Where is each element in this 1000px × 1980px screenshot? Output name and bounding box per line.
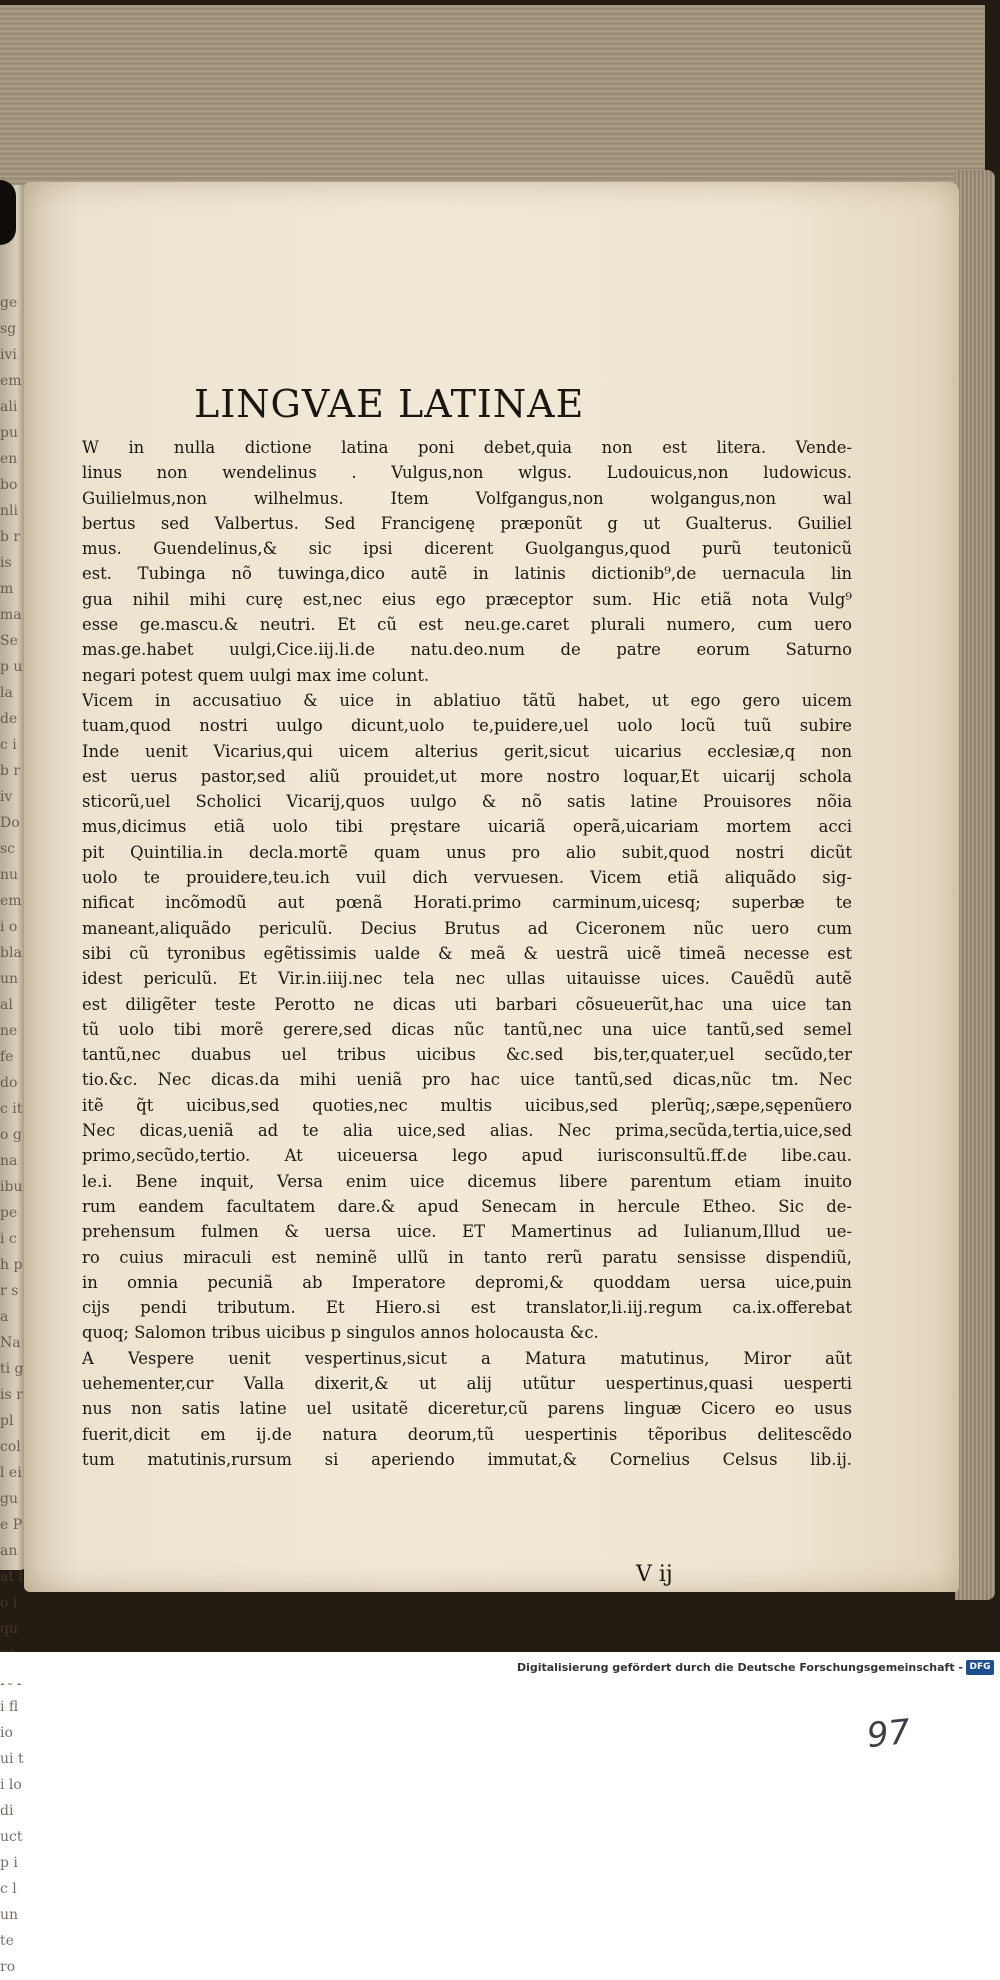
text-line: Inde uenit Vicarius,qui uicem alterius gerit,sicut uicarius ecclesiæ,q non: [82, 741, 852, 761]
text-line: Nec dicas,ueniã ad te alia uice,sed alias. Nec prima,secũda,tertia,uice,sed: [82, 1121, 852, 1141]
text-line: primo,secũdo,tertio. At uiceuersa lego apud iurisconsultũ.ff.de libe.cau.: [82, 1146, 852, 1166]
text-line: tum matutinis,rursum si aperiendo immutat,& Cornelius Celsus lib.ij.: [82, 1449, 852, 1469]
body-text: [82, 435, 852, 1472]
text-line: fuerit,dicit em ij.de natura deorum,tũ uespertinis tẽporibus delitescẽdo: [82, 1424, 852, 1444]
text-line: esse ge.mascu.& neutri. Et cũ est neu.ge.caret plurali numero, cum uero: [82, 615, 852, 635]
footer-credit: Digitalisierung gefördert durch die Deutsche Forschungsgemeinschaft -: [516, 1661, 963, 1674]
text-line: nus non satis latine uel usitatẽ diceretur,cũ parens linguæ Cicero eo usus: [82, 1399, 852, 1419]
text-line: uehementer,cur Valla dixerit,& ut alij utũtur uespertinus,quasi uesperti: [82, 1373, 852, 1393]
book-fore-edge-right: [955, 170, 995, 1600]
text-line: sibi cũ tyronibus egẽtissimis ualde & meã & uestrã uicẽ timeã necesse est: [82, 943, 852, 963]
folio-number: 97: [865, 1711, 913, 1757]
signature-mark: V ij: [636, 1562, 673, 1587]
binding-shadow: [0, 180, 16, 245]
text-line: maneant,aliquãdo periculũ. Decius Brutus ad Ciceronem nũc uero cum: [82, 918, 852, 938]
text-line: sticorũ,uel Scholici Vicarij,quos uulgo & nõ satis latine Prouisores nõia: [82, 792, 852, 812]
text-line: tantũ,nec duabus uel tribus uicibus &c.sed bis,ter,quater,uel secũdo,ter: [82, 1045, 852, 1065]
running-head: LINGVAE LATINAE: [194, 382, 585, 426]
text-line: le.i. Bene inquit, Versa enim uice dicemus libere parentum etiam inuito: [82, 1171, 852, 1191]
text-line: negari potest quem uulgi max ime colunt.: [82, 665, 430, 685]
text-line: A Vespere uenit vespertinus,sicut a Matura matutinus, Miror aũt: [82, 1348, 852, 1368]
text-line: ro cuius miraculi est neminẽ ullũ in tanto rerũ paratu sensisse dispendiũ,: [82, 1247, 852, 1267]
text-line: nificat incõmodũ aut pœnã Horati.primo carminum,uicesq; superbæ te: [82, 893, 852, 913]
text-line: W in nulla dictione latina poni debet,quia non est litera. Vende-: [82, 438, 852, 457]
text-line: mus. Guendelinus,& sic ipsi dicerent Guolgangus,quod purũ teutonicũ: [82, 539, 852, 559]
text-line: gua nihil mihi curę est,nec eius ego præceptor sum. Hic etiã nota Vulg⁹: [82, 589, 852, 609]
text-line: tũ uolo tibi morẽ gerere,sed dicas nũc tantũ,nec una uice tantũ,sed semel: [82, 1019, 852, 1039]
text-line: pit Quintilia.in decla.mortẽ quam unus pro alio subit,quod nostri dicũt: [82, 842, 852, 862]
text-line: itẽ q̃t uicibus,sed quoties,nec multis uicibus,sed plerũq;,sæpe,sępenũero: [82, 1095, 852, 1115]
dfg-logo: DFG: [966, 1660, 994, 1675]
facing-page-text-fragments: gesg ivi em ali pu en bo nlib ris mma Sep ula dec ib r iv Dosc nu emi obla un al ne fe do c ito gna ibu pe i ch pr sa Na ti g is rpl coll ei gue Pan at io iqu i fl io ui ti lo di uct p ic l un te ro: [0, 295, 24, 1975]
text-line: rum eandem facultatem dare.& apud Senecam in hercule Etheo. Sic de-: [82, 1196, 852, 1216]
footer-bar: [0, 1652, 1000, 1683]
text-line: est uerus pastor,sed aliũ prouidet,ut more nostro loquar,Et uicarij schola: [82, 766, 852, 786]
text-line: linus non wendelinus . Vulgus,non wlgus. Ludouicus,non ludowicus.: [82, 463, 852, 483]
book-fore-edge-top: [0, 5, 985, 193]
text-line: bertus sed Valbertus. Sed Francigenę præponũt g ut Gualterus. Guiliel: [82, 513, 852, 533]
text-line: mus,dicimus etiã uolo tibi pręstare uicariã operã,uicariam mortem acci: [82, 817, 852, 837]
text-line: cijs pendi tributum. Et Hiero.si est translator,li.iij.regum ca.ix.offerebat: [82, 1298, 852, 1318]
text-line: mas.ge.habet uulgi,Cice.iij.li.de natu.deo.num de patre eorum Saturno: [82, 640, 852, 660]
text-line: tuam,quod nostri uulgo dicunt,uolo te,puidere,uel uolo locũ tuũ subire: [82, 716, 852, 736]
text-line: quoq; Salomon tribus uicibus p singulos annos holocausta &c.: [82, 1323, 599, 1343]
text-line: prehensum fulmen & uersa uice. ET Mamertinus ad Iulianum,Illud ue-: [82, 1222, 852, 1242]
text-line: in omnia pecuniã ab Imperatore depromi,& quoddam uersa uice,puin: [82, 1272, 852, 1292]
text-line: est. Tubinga nõ tuwinga,dico autẽ in latinis dictionib⁹,de uernacula lin: [82, 564, 852, 584]
text-line: tio.&c. Nec dicas.da mihi ueniã pro hac uice tantũ,sed dicas,nũc tm. Nec: [82, 1070, 852, 1090]
text-line: Guilielmus,non wilhelmus. Item Volfgangus,non wolgangus,non wal: [82, 488, 852, 508]
text-line: est diligẽter teste Perotto ne dicas uti barbari cõsueuerũt,hac una uice tan: [82, 994, 852, 1014]
text-line: uolo te prouidere,teu.ich vuil dich vervuesen. Vicem etiã aliquãdo sig-: [82, 868, 852, 888]
text-line: Vicem in accusatiuo & uice in ablatiuo tãtũ habet, ut ego gero uicem: [82, 690, 852, 710]
text-line: idest periculũ. Et Vir.in.iiij.nec tela nec ullas uitauisse uices. Cauẽdũ autẽ: [82, 969, 852, 989]
